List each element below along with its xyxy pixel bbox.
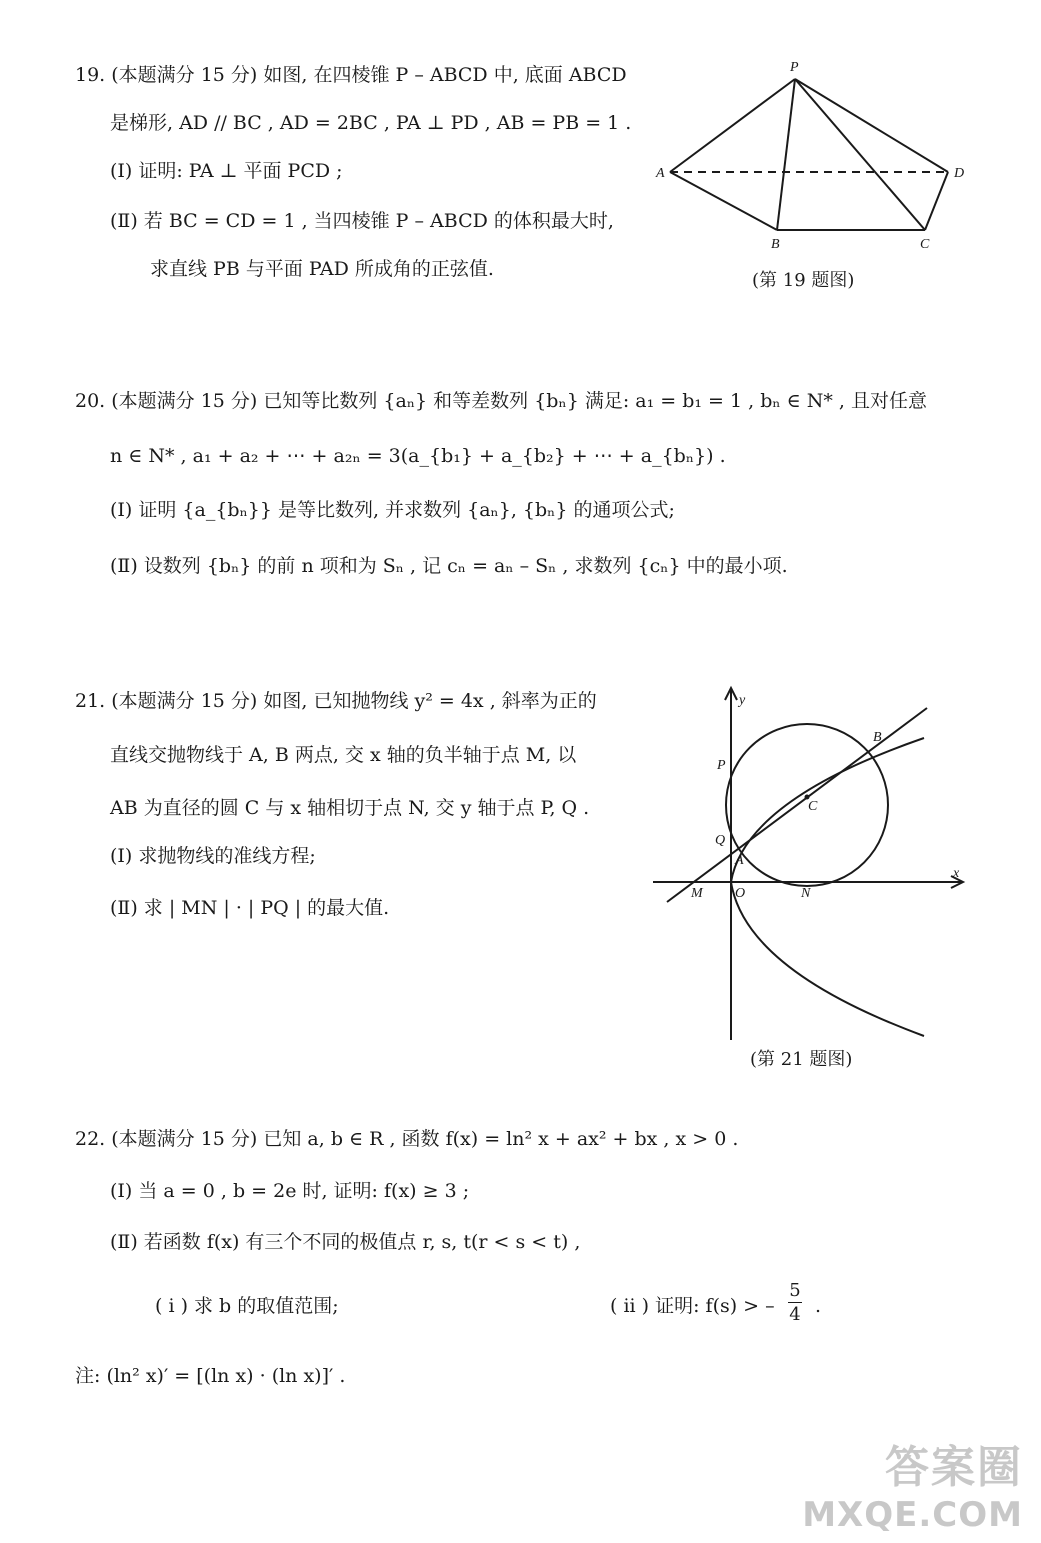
- q21-line-3: AB 为直径的圆 C 与 x 轴相切于点 N, 交 y 轴于点 P, Q .: [110, 797, 590, 819]
- q19-part-2: (Ⅱ) 若 BC = CD = 1 , 当四棱锥 P – ABCD 的体积最大时,: [110, 210, 614, 232]
- edge-cd: [925, 172, 948, 230]
- label-x: x: [953, 866, 960, 881]
- label-m: M: [691, 886, 703, 901]
- q20-line-1: 20. (本题满分 15 分) 已知等比数列 {aₙ} 和等差数列 {bₙ} 满足: a₁ = b₁ = 1 , bₙ ∈ N* , 且对任意: [75, 390, 927, 412]
- label-d: D: [954, 166, 965, 181]
- label-o: O: [735, 886, 746, 901]
- q20-line-2: n ∈ N* , a₁ + a₂ + ⋯ + a₂ₙ = 3(a_{b₁} + a_{b₂} + ⋯ + a_{bₙ}) .: [110, 445, 726, 467]
- label-n: N: [801, 886, 811, 901]
- q21-line-1: 21. (本题满分 15 分) 如图, 已知抛物线 y² = 4x , 斜率为正的: [75, 690, 597, 712]
- q21-line-2: 直线交抛物线于 A, B 两点, 交 x 轴的负半轴于点 M, 以: [110, 744, 577, 766]
- q19-part-1: (Ⅰ) 证明: PA ⊥ 平面 PCD ;: [110, 160, 343, 182]
- q22-line-1: 22. (本题满分 15 分) 已知 a, b ∈ R , 函数 f(x) = ln² x + ax² + bx , x > 0 .: [75, 1128, 739, 1150]
- q20-part-1: (Ⅰ) 证明 {a_{bₙ}} 是等比数列, 并求数列 {aₙ}, {bₙ} 的通项公式;: [110, 499, 675, 521]
- edge-pc: [795, 79, 925, 230]
- q21-part-2: (Ⅱ) 求 | MN | · | PQ | 的最大值.: [110, 897, 390, 919]
- q22-sub-i: ( i ) 求 b 的取值范围;: [155, 1295, 339, 1317]
- watermark: [802, 1431, 1023, 1535]
- label-b: B: [873, 730, 882, 745]
- q19-line-2: 是梯形, AD // BC , AD = 2BC , PA ⊥ PD , AB = PB = 1 .: [110, 112, 632, 134]
- q19-line-1: 19. (本题满分 15 分) 如图, 在四棱锥 P – ABCD 中, 底面 ABCD: [75, 64, 627, 86]
- watermark-logo: 答案圈: [885, 1442, 1023, 1493]
- edge-pd: [795, 79, 948, 172]
- edge-ab: [670, 172, 777, 230]
- edge-pb: [777, 79, 795, 230]
- q20-part-2: (Ⅱ) 设数列 {bₙ} 的前 n 项和为 Sₙ , 记 cₙ = aₙ – Sₙ , 求数列 {cₙ} 中的最小项.: [110, 555, 788, 577]
- label-p: P: [790, 60, 799, 75]
- q19-part-2-cont: 求直线 PB 与平面 PAD 所成角的正弦值.: [150, 258, 494, 280]
- label-p: P: [717, 758, 726, 773]
- q21-part-1: (Ⅰ) 求抛物线的准线方程;: [110, 845, 316, 867]
- q22-part-1: (Ⅰ) 当 a = 0 , b = 2e 时, 证明: f(x) ≥ 3 ;: [110, 1180, 470, 1202]
- fraction-denominator: 4: [789, 1304, 801, 1325]
- fraction-bar: [788, 1302, 802, 1303]
- q19-figure-caption: (第 19 题图): [752, 270, 855, 291]
- watermark-url: MXQE.COM: [802, 1495, 1023, 1535]
- q19-pyramid-figure: [650, 55, 980, 265]
- q21-parabola-figure: [645, 680, 975, 1040]
- q22-sub-ii: ( ii ) 证明: f(s) > –: [610, 1295, 775, 1317]
- fraction-numerator: 5: [789, 1280, 801, 1301]
- label-y: y: [739, 693, 746, 708]
- q22-note: 注: (ln² x)′ = [(ln x) · (ln x)]′ .: [75, 1365, 346, 1387]
- label-c: C: [920, 237, 930, 252]
- edge-pa: [670, 79, 795, 172]
- circle-c: [726, 724, 888, 886]
- label-a: A: [656, 166, 665, 181]
- label-c: C: [808, 799, 818, 814]
- label-b: B: [771, 237, 780, 252]
- q21-figure-caption: (第 21 题图): [750, 1049, 853, 1070]
- q22-period: .: [815, 1295, 822, 1317]
- label-q: Q: [715, 833, 726, 848]
- label-a: A: [735, 853, 744, 868]
- fraction-five-quarters: [788, 1280, 802, 1325]
- q22-part-2: (Ⅱ) 若函数 f(x) 有三个不同的极值点 r, s, t(r < s < t) ,: [110, 1231, 581, 1253]
